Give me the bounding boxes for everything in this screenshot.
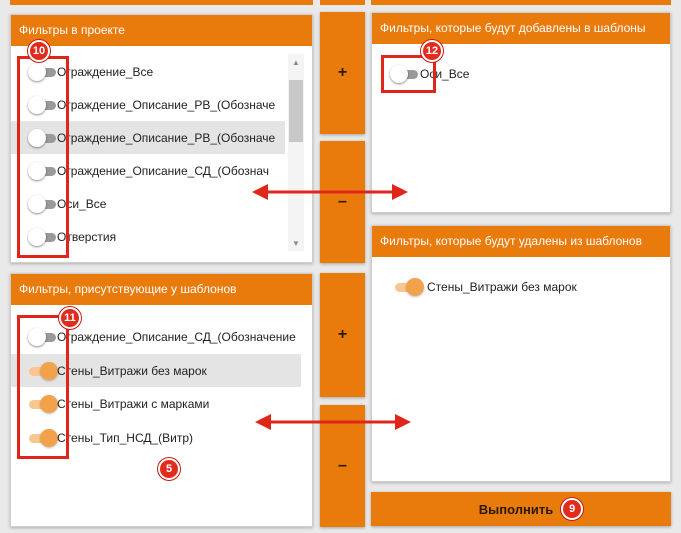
add-filters-header: Фильтры, которые будут добавлены в шаблоны — [372, 13, 670, 44]
double-arrow-icon — [253, 410, 413, 434]
top-strip-left — [10, 0, 313, 5]
remove-from-templates-button[interactable]: – — [320, 405, 365, 527]
vertical-scrollbar[interactable] — [288, 54, 304, 251]
callout-badge-add-toggles: 12 — [421, 40, 443, 62]
list-item-label: Стены_Тип_НСД_(Витр) — [57, 430, 194, 445]
callout-badge-project-toggles: 10 — [28, 40, 50, 62]
restore-filter-button[interactable]: + — [320, 273, 365, 397]
callout-box-template-toggles — [17, 315, 69, 459]
list-item-label: Оси_Все — [57, 196, 107, 211]
callout-box-project-toggles — [17, 56, 69, 258]
list-item-label: Стены_Витражи с марками — [57, 396, 210, 411]
callout-badge-run: 9 — [561, 498, 583, 520]
template-filters-header: Фильтры, присутствующие у шаблонов — [11, 274, 312, 305]
list-item-label: Ограждение_Описание_РВ_(Обозначе — [57, 97, 276, 112]
list-item-label: Ограждение_Все — [57, 64, 154, 79]
top-strip-middle — [320, 0, 365, 5]
chevron-up-icon[interactable]: ▲ — [292, 57, 300, 67]
list-item-label: Ограждение_Описание_РВ_(Обозначе — [57, 130, 276, 145]
callout-badge-template-list: 5 — [158, 458, 180, 480]
list-item-label: Ограждение_Описание_СД_(Обознач — [57, 163, 270, 178]
add-to-templates-button[interactable]: + — [320, 12, 365, 134]
remove-filters-list[interactable] — [372, 257, 670, 481]
list-item-label: Стены_Витражи без марок — [427, 279, 577, 294]
top-strip-right — [371, 0, 671, 5]
remove-filters-panel — [371, 225, 671, 482]
run-button-label: Выполнить — [478, 501, 554, 517]
chevron-down-icon[interactable]: ▼ — [292, 238, 300, 248]
remove-filters-header: Фильтры, которые будут удалены из шаблонов — [372, 226, 670, 257]
run-button[interactable] — [371, 492, 671, 526]
add-filters-panel — [371, 12, 671, 213]
list-item[interactable] — [372, 270, 662, 303]
toggle-switch[interactable] — [394, 278, 424, 296]
list-item-label: Стены_Витражи без марок — [57, 363, 207, 378]
scroll-thumb[interactable] — [289, 80, 303, 142]
callout-badge-template-toggles: 11 — [59, 307, 81, 329]
list-item-label: Отверстия — [57, 229, 117, 244]
remove-from-list-button[interactable]: – — [320, 141, 365, 263]
list-item-label: Ограждение_Описание_СД_(Обозначение — [57, 329, 296, 344]
list-item-label: Оси_Все — [420, 66, 470, 81]
project-filters-header: Фильтры в проекте — [11, 15, 312, 46]
double-arrow-icon — [250, 180, 410, 204]
